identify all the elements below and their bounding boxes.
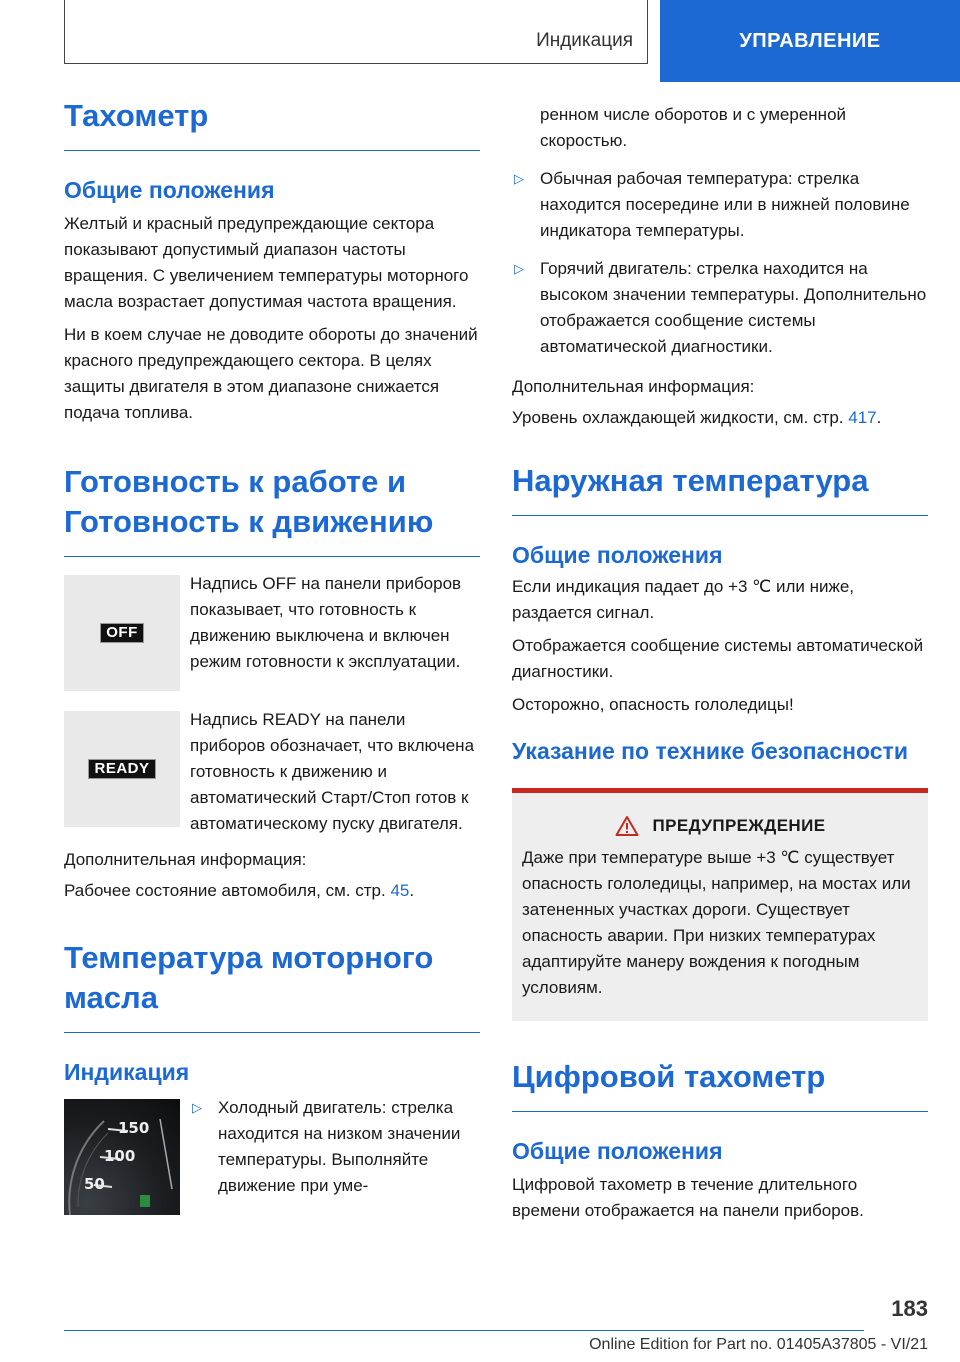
bullet-continuation: ренном числе оборотов и с умеренной скоростью. — [540, 105, 847, 150]
ready-more-info: Дополнительная информация: — [64, 850, 307, 869]
bullet-normal-text: Обычная рабочая температура: стрелка находится посередине или в нижней половине индикатора температуры. — [540, 169, 910, 240]
oil-gauge-image — [64, 1099, 180, 1215]
digital-general-heading: Общие положения — [512, 1138, 723, 1164]
outside-temp-title: Наружная температура — [512, 461, 928, 516]
list-item — [190, 1095, 480, 1199]
oil-title: Температура моторного масла — [64, 938, 480, 1033]
chapter-tab: Индикация — [64, 0, 648, 64]
off-indicator-row — [64, 575, 480, 691]
outside-general-heading: Общие положения — [512, 542, 723, 568]
warning-box — [512, 788, 928, 1021]
warning-header — [522, 815, 918, 837]
off-badge: OFF — [100, 623, 144, 643]
ready-description: Надпись READY на панели приборов обозначает, что включена готовность к движению и автоматический Старт/Стоп готов к автоматическому пуску двигателя. — [190, 710, 475, 833]
ready-reference-link[interactable]: 45 — [390, 881, 410, 900]
oil-reference-end: . — [876, 408, 882, 427]
outside-paragraph-1: Если индикация падает до +3 ℃ или ниже, раздается сигнал. — [512, 577, 855, 622]
oil-bullets-right — [512, 166, 928, 360]
oil-reference — [512, 405, 928, 431]
ready-reference-text: Рабочее состояние автомобиля, см. стр. — [64, 881, 386, 900]
warning-title: ПРЕДУПРЕЖДЕНИЕ — [652, 816, 826, 835]
triangle-bullet-icon: ▷ — [514, 171, 524, 186]
oil-reference-link[interactable]: 417 — [848, 408, 877, 427]
section-tab[interactable]: УПРАВЛЕНИЕ — [660, 0, 960, 82]
right-column — [512, 102, 928, 1224]
oil-display-heading: Индикация — [64, 1059, 190, 1085]
off-description: Надпись OFF на панели приборов показывает, что готовность к движению выключена и включен режим готовности к эксплуатации. — [190, 574, 462, 671]
digital-paragraph-1: Цифровой тахометр в течение длительного времени отображается на панели приборов. — [512, 1175, 864, 1220]
tachometer-paragraph-1: Желтый и красный предупреждающие сектора показывают допустимый диапазон частоты вращения. С увеличением температуры моторного масла возрастает допустимая частота вращения. — [64, 214, 469, 311]
gauge-label-150: 150 — [118, 1119, 150, 1137]
tachometer-paragraph-2: Ни в коем случае не доводите обороты до значений красного предупреждающего сектора. В целях защиты двигателя в этом диапазоне снижается подача топлива. — [64, 325, 478, 422]
tachometer-title: Тахометр — [64, 96, 480, 151]
page-number: 183 — [891, 1296, 928, 1321]
ready-indicator-image — [64, 711, 180, 827]
oil-more-info: Дополнительная информация: — [512, 377, 755, 396]
bullet-hot-text: Горячий двигатель: стрелка находится на высоком значении температуры. Дополнительно отображается сообщение системы автоматической диагностики. — [540, 259, 927, 356]
ready-badge: READY — [88, 759, 155, 779]
tachometer-general-heading: Общие положения — [64, 177, 275, 203]
list-item — [512, 166, 928, 244]
ready-title: Готовность к работе и Готовность к движению — [64, 462, 480, 557]
gauge-scale-icon — [64, 1099, 180, 1215]
outside-paragraph-3: Осторожно, опасность гололедицы! — [512, 695, 794, 714]
list-item — [512, 256, 928, 360]
warning-triangle-icon — [615, 815, 639, 837]
safety-heading: Указание по технике безопасности — [512, 738, 908, 764]
bullet-cold-text: Холодный двигатель: стрелка находится на низком значении температуры. Выполняйте движение при уме- — [218, 1098, 461, 1195]
edition-info: Online Edition for Part no. 01405A37805 - VI/21 — [589, 1336, 928, 1353]
footer-divider — [64, 1330, 864, 1331]
oil-bullets-left — [190, 1095, 480, 1199]
warning-text: Даже при температуре выше +3 ℃ существует опасность гололедицы, например, на мостах или затененных участках дороги. Существует опасность аварии. При низких температурах адаптируйте манеру вождения к погодным условиям. — [522, 848, 911, 997]
outside-paragraph-2: Отображается сообщение системы автоматической диагностики. — [512, 636, 924, 681]
ready-indicator-row — [64, 711, 480, 837]
ready-reference — [64, 878, 480, 904]
gauge-label-100: 100 — [104, 1147, 136, 1165]
digital-tacho-title: Цифровой тахометр — [512, 1057, 928, 1112]
triangle-bullet-icon: ▷ — [514, 261, 524, 276]
left-column — [64, 96, 480, 1215]
oil-gauge-row — [64, 1099, 480, 1215]
triangle-bullet-icon: ▷ — [192, 1100, 202, 1115]
off-indicator-image — [64, 575, 180, 691]
gauge-label-50: 50 — [84, 1175, 105, 1193]
ready-reference-end: . — [409, 881, 415, 900]
oil-reference-text: Уровень охлаждающей жидкости, см. стр. — [512, 408, 844, 427]
